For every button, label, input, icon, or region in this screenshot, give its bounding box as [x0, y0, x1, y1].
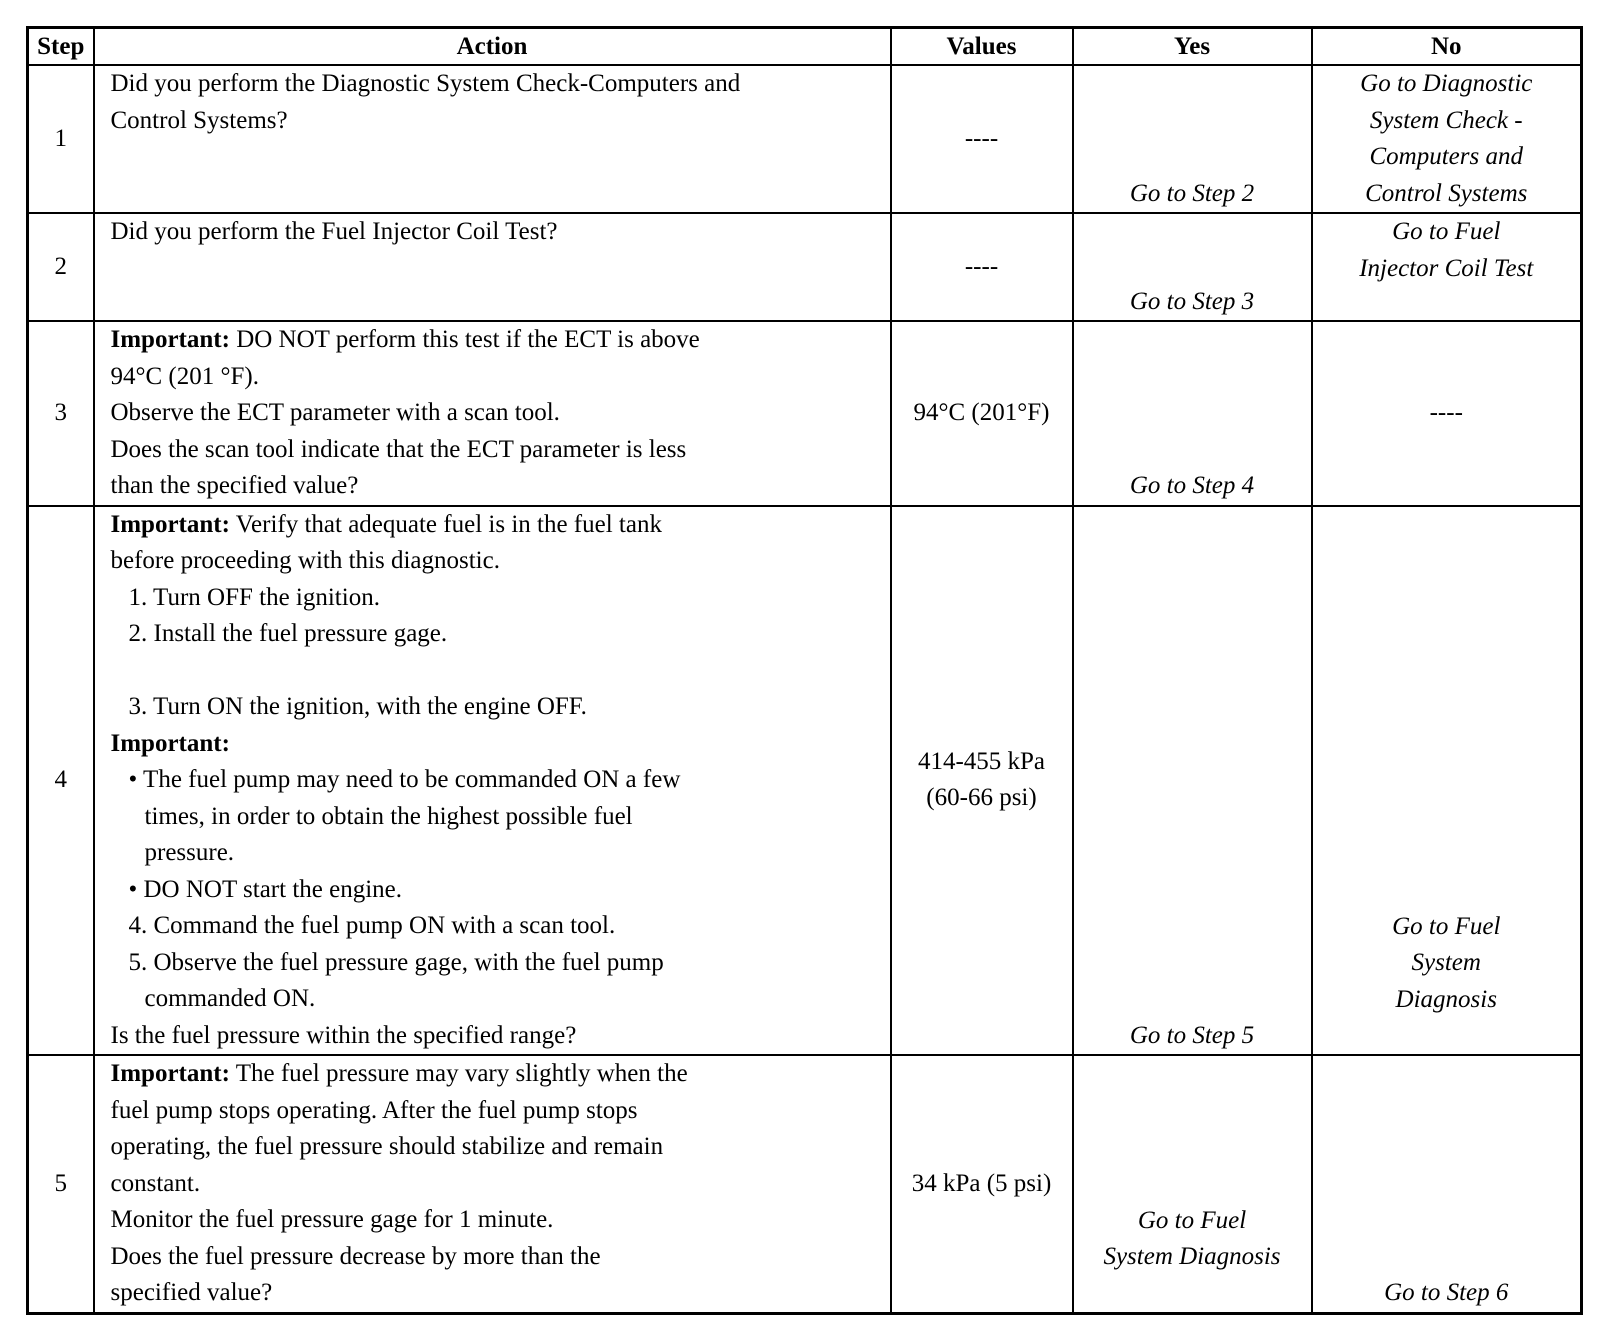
- yes-link[interactable]: [1073, 321, 1312, 506]
- yes-link[interactable]: [1073, 65, 1312, 213]
- numbered-step-cont: commanded ON.: [144, 985, 316, 1012]
- header-action: Action: [94, 28, 891, 66]
- action-text: operating, the fuel pressure should stabilize and remain: [110, 1133, 664, 1160]
- numbered-step: 3. Turn ON the ignition, with the engine OFF.: [128, 693, 587, 720]
- numbered-step: 2. Install the fuel pressure gage.: [128, 620, 448, 647]
- important-label: Important:: [110, 729, 230, 757]
- no-text: Diagnosis: [1395, 985, 1497, 1013]
- no-link[interactable]: [1312, 506, 1582, 1056]
- action-cell: [94, 65, 891, 213]
- value-cell: [891, 506, 1073, 1056]
- bullet-item-cont: times, in order to obtain the highest possible fuel: [144, 802, 633, 830]
- table-row: [28, 65, 1582, 213]
- action-text: Monitor the fuel pressure gage for 1 minute.: [110, 1206, 554, 1233]
- header-values: Values: [891, 28, 1073, 66]
- action-cell: [94, 506, 891, 1056]
- action-question: Is the fuel pressure within the specified range?: [110, 1021, 577, 1049]
- value-text: (60-66 psi): [926, 784, 1037, 812]
- no-text: Go to Step 6: [1384, 1279, 1509, 1306]
- important-label: Important:: [110, 510, 230, 538]
- yes-link[interactable]: [1073, 506, 1312, 1056]
- yes-text: Go to Step 5: [1129, 1021, 1255, 1049]
- no-text: Go to Fuel: [1392, 218, 1501, 245]
- yes-text: Go to Step 3: [1129, 287, 1255, 315]
- bullet-item: • The fuel pump may need to be commanded ON a few: [128, 766, 681, 793]
- value-cell: ----: [891, 213, 1073, 321]
- no-text: Go to Fuel: [1392, 912, 1501, 940]
- step-number: 5: [28, 1055, 94, 1313]
- yes-text: Go to Step 4: [1129, 472, 1255, 499]
- no-link[interactable]: [1312, 1055, 1582, 1313]
- table-row: [28, 506, 1582, 1056]
- action-text: [111, 507, 884, 544]
- header-row: [28, 28, 1582, 66]
- table-row: [28, 213, 1582, 321]
- yes-link[interactable]: [1073, 1055, 1312, 1313]
- table-row: [28, 321, 1582, 506]
- table-row: [28, 1055, 1582, 1313]
- important-label: Important:: [110, 1060, 230, 1087]
- no-text: Go to Diagnostic: [1360, 70, 1533, 97]
- no-link[interactable]: [1312, 65, 1582, 213]
- action-text: [111, 1056, 884, 1093]
- action-text: before proceeding with this diagnostic.: [110, 547, 500, 574]
- header-yes: Yes: [1073, 28, 1312, 66]
- no-text: System Check -: [1369, 106, 1523, 134]
- value-cell: 34 kPa (5 psi): [891, 1055, 1073, 1313]
- action-text: than the specified value?: [110, 472, 359, 499]
- no-text: Injector Coil Test: [1359, 254, 1534, 282]
- diagnostic-table: [26, 26, 1583, 1315]
- action-text: constant.: [110, 1169, 201, 1197]
- no-link[interactable]: [1312, 213, 1582, 321]
- numbered-step: 1. Turn OFF the ignition.: [128, 583, 380, 611]
- bullet-item: • DO NOT start the engine.: [128, 875, 403, 903]
- action-text: Observe the ECT parameter with a scan tool.: [110, 399, 560, 426]
- numbered-step: 4. Command the fuel pump ON with a scan tool.: [128, 912, 616, 939]
- no-text: System: [1411, 949, 1481, 976]
- action-text: Control Systems?: [110, 106, 288, 134]
- action-text: Did you perform the Diagnostic System Check-Computers and: [110, 70, 741, 97]
- spacer: [111, 653, 884, 690]
- important-label: Important:: [110, 326, 230, 353]
- no-text: Computers and: [1369, 143, 1523, 170]
- action-text: 94°C (201 °F).: [110, 362, 259, 390]
- action-text: Does the fuel pressure decrease by more than the: [110, 1242, 601, 1270]
- step-number: 4: [28, 506, 94, 1056]
- step-number: 1: [28, 65, 94, 213]
- action-cell: [94, 1055, 891, 1313]
- bullet-item-cont: pressure.: [144, 839, 235, 866]
- action-cell: [94, 213, 891, 321]
- action-text: Did you perform the Fuel Injector Coil Test?: [110, 218, 558, 245]
- action-text: specified value?: [110, 1279, 273, 1306]
- step-number: 3: [28, 321, 94, 506]
- no-text: Control Systems: [1365, 179, 1528, 207]
- yes-link[interactable]: [1073, 213, 1312, 321]
- important-text: The fuel pressure may vary slightly when the: [229, 1060, 688, 1087]
- value-cell: ----: [891, 65, 1073, 213]
- important-text: Verify that adequate fuel is in the fuel tank: [229, 510, 662, 538]
- no-cell: ----: [1312, 321, 1582, 506]
- action-text: [111, 322, 884, 359]
- yes-text: Go to Step 2: [1129, 179, 1255, 207]
- step-number: 2: [28, 213, 94, 321]
- yes-text: Go to Fuel: [1137, 1206, 1247, 1234]
- numbered-step: 5. Observe the fuel pressure gage, with the fuel pump: [128, 948, 664, 976]
- action-text: Does the scan tool indicate that the ECT parameter is less: [110, 435, 687, 463]
- yes-text: System Diagnosis: [1103, 1243, 1281, 1270]
- header-no: No: [1312, 28, 1582, 66]
- value-cell: 94°C (201°F): [891, 321, 1073, 506]
- action-text: fuel pump stops operating. After the fuel pump stops: [110, 1096, 638, 1124]
- action-cell: [94, 321, 891, 506]
- important-text: DO NOT perform this test if the ECT is above: [229, 326, 700, 353]
- value-text: 414-455 kPa: [917, 747, 1046, 775]
- header-step: Step: [28, 28, 94, 66]
